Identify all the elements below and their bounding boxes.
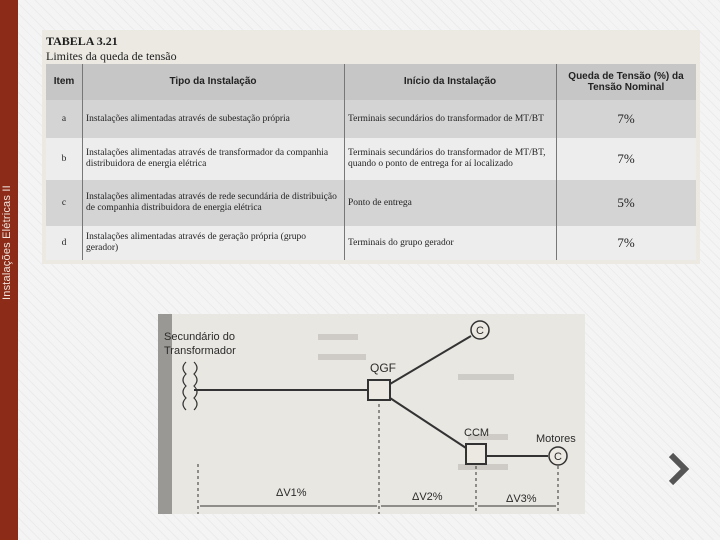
table-title: Limites da queda de tensão (46, 49, 177, 63)
table-divider (82, 64, 83, 260)
voltage-drop-table-image (42, 30, 700, 264)
voltage-drop-diagram-image (158, 314, 585, 514)
motors-label: Motores (536, 433, 576, 445)
load-label-motor: C (554, 451, 562, 463)
row-item: a (61, 113, 67, 124)
table-divider (344, 64, 345, 260)
table-divider (556, 64, 557, 260)
sidebar-title: Instalações Elétricas II (1, 185, 13, 300)
qgf-panel (368, 380, 390, 400)
secondary-label-line1: Secundário do (164, 331, 235, 343)
scan-shadow-edge (158, 314, 172, 514)
row-queda: 7% (617, 234, 635, 250)
sidebar-accent-bar (0, 0, 18, 540)
ccm-panel (466, 444, 486, 464)
transformer-coil-icon (183, 362, 197, 410)
row-inicio: Terminais secundários do transformador de MT/BT (348, 113, 544, 124)
row-item: c (61, 197, 67, 208)
row-inicio: Terminais do grupo gerador (348, 237, 454, 248)
dimension-extension-lines (198, 404, 558, 514)
chevron-right-icon[interactable] (668, 452, 690, 486)
dv1-label: ΔV1% (276, 487, 307, 499)
row-tipo: Instalações alimentadas através de geração própria (grupo gerador) (86, 232, 306, 253)
dv3-label: ΔV3% (506, 493, 537, 505)
row-queda: 7% (617, 150, 635, 166)
row-item: d (61, 237, 67, 248)
row-tipo: Instalações alimentadas através de rede secundária de distribuição de companhia distribuidora de energia elétrica (86, 192, 337, 213)
row-tipo: Instalações alimentadas através de subestação própria (86, 113, 290, 124)
ccm-label: CCM (464, 427, 490, 439)
row-item: b (61, 153, 67, 164)
table-row (46, 138, 696, 180)
row-inicio: Terminais secundários do transformador de MT/BT, quando o ponto de entrega for aí localizado (348, 148, 546, 169)
table-row (46, 100, 696, 138)
table-row (46, 226, 696, 260)
dv2-label: ΔV2% (412, 491, 443, 503)
qgf-label: QGF (370, 361, 396, 375)
row-queda: 7% (617, 110, 635, 126)
header-queda: Queda de Tensão (%) da Tensão Nominal (568, 70, 684, 93)
row-inicio: Ponto de entrega (348, 197, 412, 208)
voltage-drop-diagram (158, 314, 585, 514)
table-header-row (46, 64, 696, 100)
row-tipo: Instalações alimentadas através de transformador da companhia distribuidora de energia elétrica (86, 148, 329, 169)
header-inicio: Início da Instalação (403, 76, 497, 88)
row-queda: 5% (617, 194, 635, 210)
feeder-line-ccm (390, 398, 466, 448)
secondary-label-line2: Transformador (164, 345, 236, 357)
table-row (46, 180, 696, 226)
table-number: TABELA 3.21 (46, 34, 118, 48)
table-caption (46, 34, 177, 64)
load-label-top: C (476, 325, 484, 337)
header-tipo: Tipo da Instalação (169, 76, 257, 88)
header-item: Item (53, 76, 75, 88)
